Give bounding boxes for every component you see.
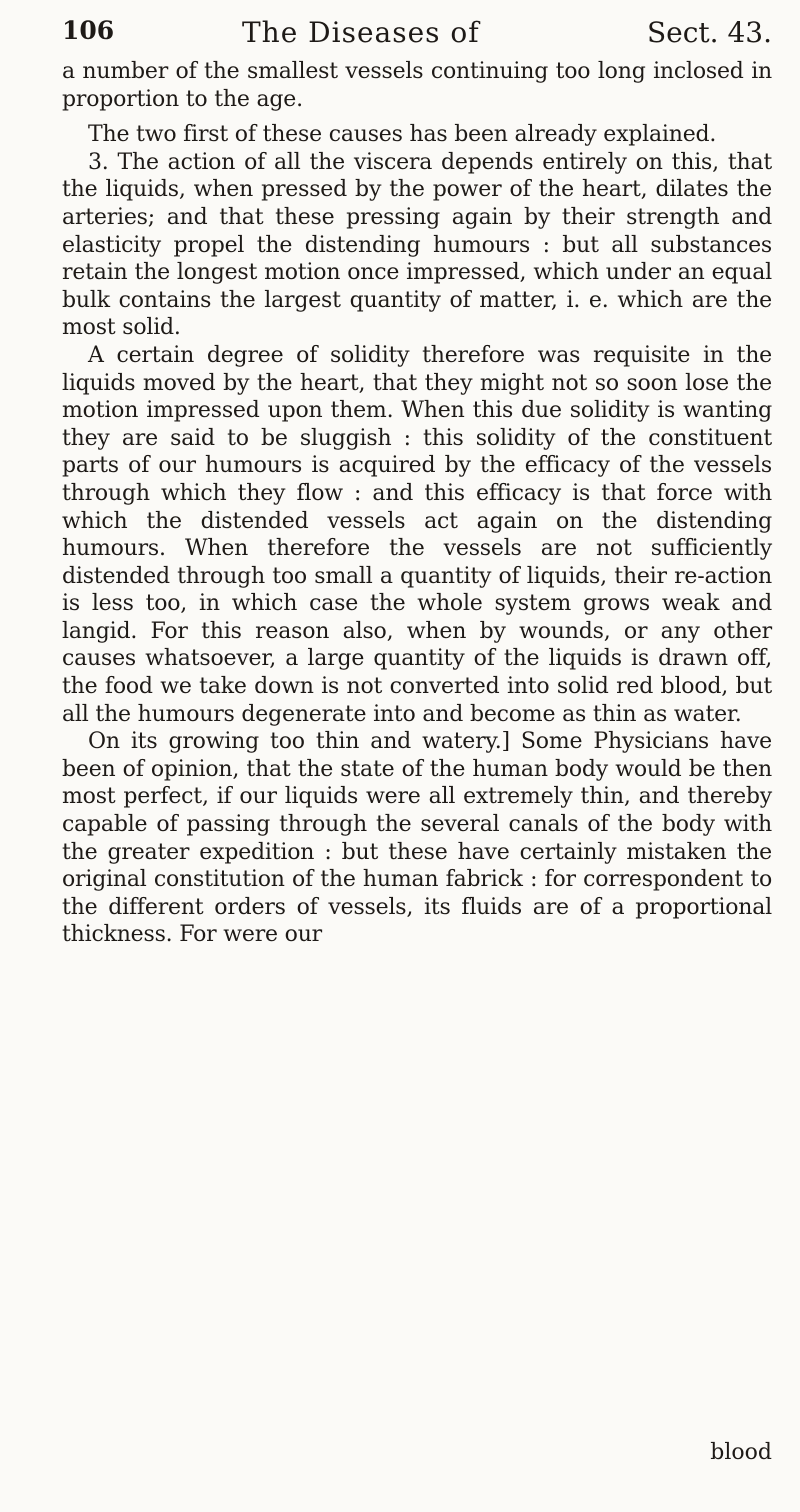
paragraph: 3. The action of all the viscera depends entirely on this, that the liquids, when pressed by the power of the heart, dilates the arteries; and that these pressing again by their strength and elasticity propel the distending humours : but all substances retain the longest motion once impressed, which under an equal bulk contains the largest quantity of matter, i. e. which are the most solid. (62, 149, 772, 341)
paragraph: The two first of these causes has been already explained. (88, 122, 717, 148)
section-number: Sect. 43. (646, 16, 772, 49)
page-number: 106 (62, 16, 115, 45)
paragraph: On its growing too thin and watery.] Some Physicians have been of opinion, that the state of the human body would be then most perfect, if our liquids were all extremely thin, and thereby capable of passing through the several canals of the body with the greater expedition : but these have certainly mistaken the original constitution of the human fabrick : for correspondent to the different orders of vessels, its fluids are of a proportional thickness. For were our (62, 729, 772, 948)
body-text (62, 58, 772, 949)
running-title: The Diseases of (242, 16, 480, 49)
catchword: blood (710, 1440, 772, 1465)
paragraph: A certain degree of solidity therefore was requisite in the liquids moved by the heart, that they might not so soon lose the motion impressed upon them. When this due solidity is wanting they are said to be sluggish : this solidity of the constituent parts of our humours is acquired by the efficacy of the vessels through which they flow : and this efficacy is that force with which the distended vessels act again on the distending humours. When therefore the vessels are not sufficiently distended through too small a quantity of liquids, their re-action is less too, in which case the whole system grows weak and langid. For this reason also, when by wounds, or any other causes whatsoever, a large quantity of the liquids is drawn off, the food we take down is not converted into solid red blood, but all the humours degenerate into and become as thin as water. (62, 342, 772, 727)
running-header (62, 16, 772, 56)
paragraph-continuation: a number of the smallest vessels continuing too long inclosed in proportion to the age. (62, 59, 772, 112)
